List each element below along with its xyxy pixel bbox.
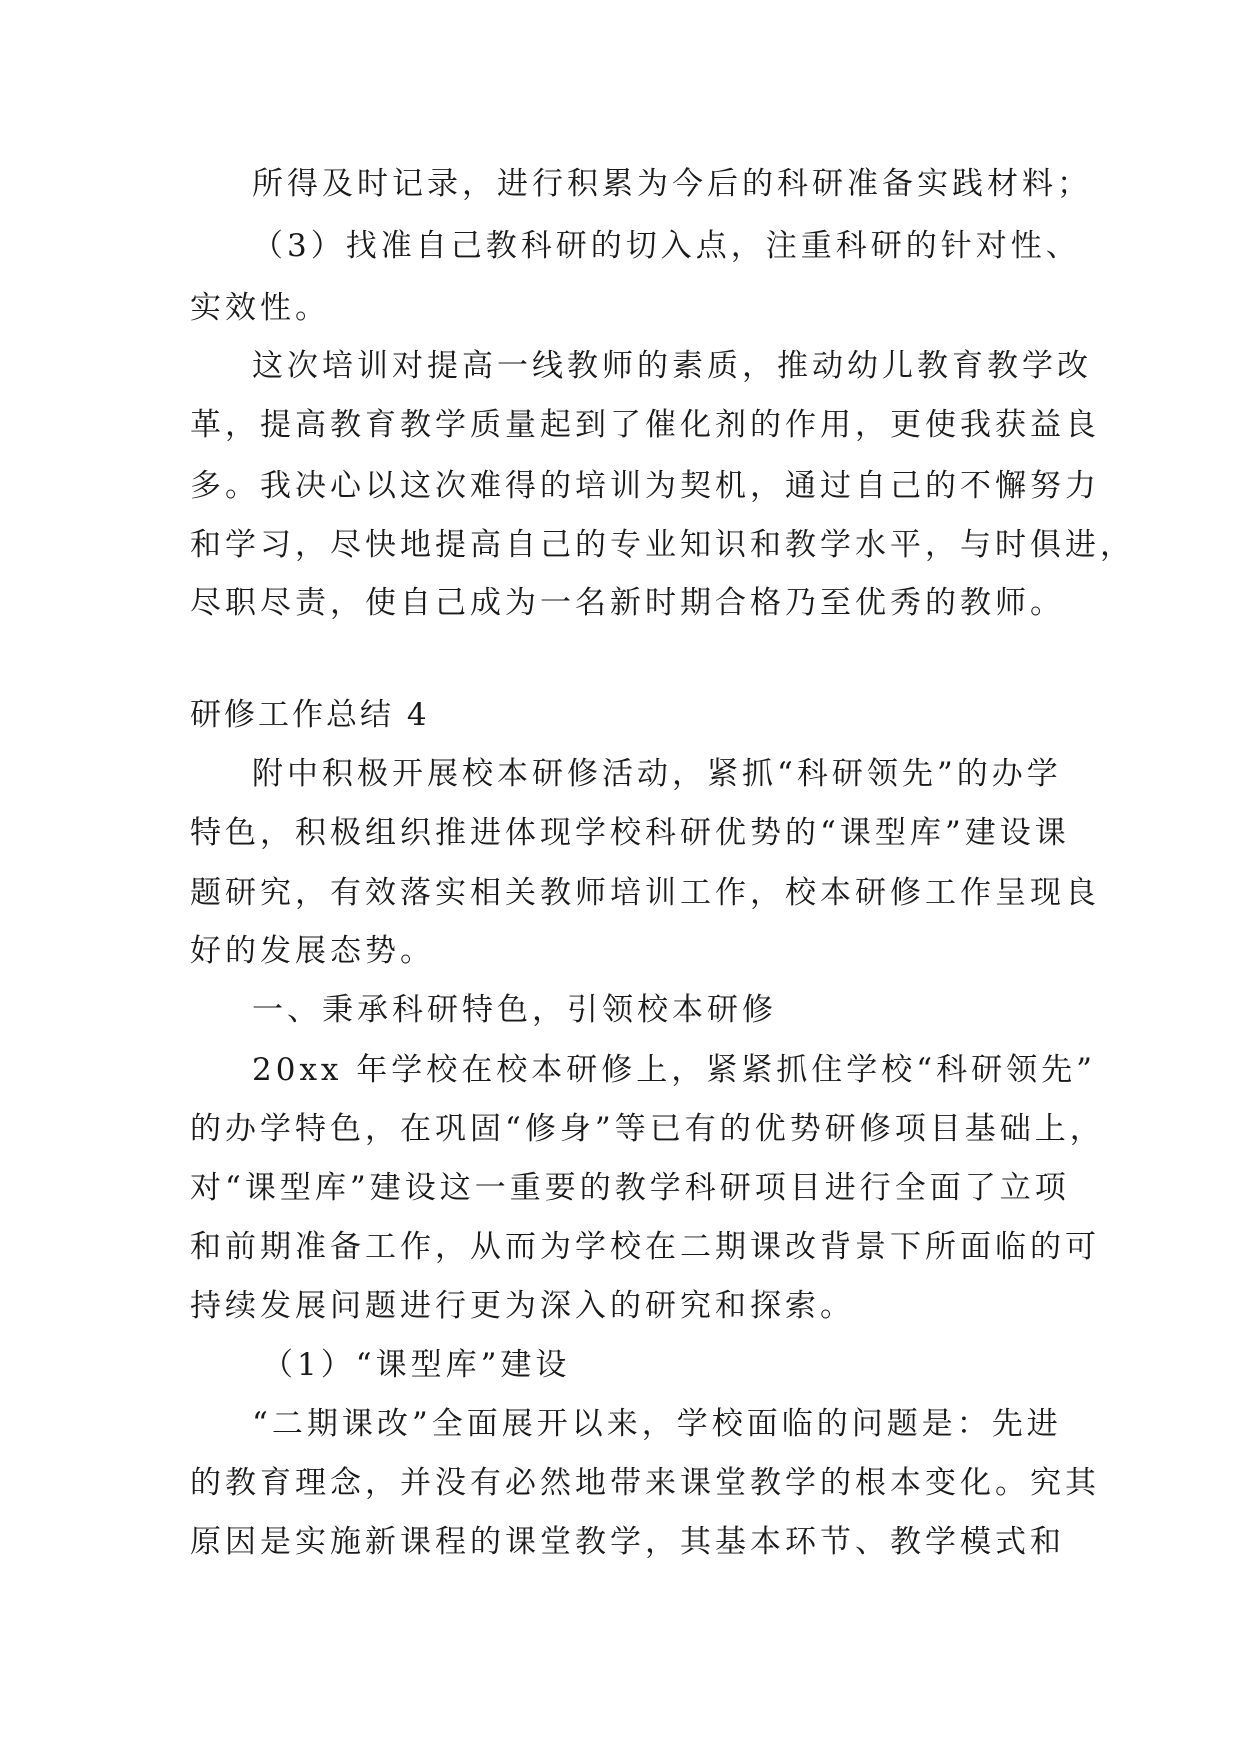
text-line: 这次培训对提高一线教师的素质，推动幼儿教育教学改 [252, 348, 1092, 384]
text-line: 多。我决心以这次难得的培训为契机，通过自己的不懈努力 [190, 468, 1100, 504]
text-line: 持续发展问题进行更为深入的研究和探索。 [190, 1288, 855, 1324]
text-line: 附中积极开展校本研修活动，紧抓“科研领先”的办学 [252, 756, 1062, 792]
text-line: 和前期准备工作，从而为学校在二期课改背景下所面临的可 [190, 1229, 1100, 1265]
text-line: 实效性。 [190, 290, 330, 326]
text-line: 的教育理念，并没有必然地带来课堂教学的根本变化。究其 [190, 1465, 1100, 1501]
text-line: 题研究，有效落实相关教师培训工作，校本研修工作呈现良 [190, 875, 1100, 911]
text-line: 原因是实施新课程的课堂教学，其基本环节、教学模式和 [190, 1524, 1065, 1560]
text-line: 的办学特色，在巩固“修身”等已有的优势研修项目基础上， [190, 1111, 1105, 1147]
text-line: 和学习，尽快地提高自己的专业知识和教学水平，与时俱进， [190, 527, 1135, 563]
text-line: 革，提高教育教学质量起到了催化剂的作用，更使我获益良 [190, 407, 1100, 443]
text-line: 对“课型库”建设这一重要的教学科研项目进行全面了立项 [190, 1170, 1070, 1206]
text-line: 好的发展态势。 [190, 933, 435, 969]
text-line: （3）找准自己教科研的切入点，注重科研的针对性、 [252, 228, 1081, 264]
subheading: 一、秉承科研特色，引领校本研修 [252, 992, 777, 1028]
text-line: “二期课改”全面展开以来，学校面临的问题是：先进 [252, 1406, 1062, 1442]
text-line: 特色，积极组织推进体现学校科研优势的“课型库”建设课 [190, 815, 1070, 851]
text-line: 尽职尽责，使自己成为一名新时期合格乃至优秀的教师。 [190, 585, 1065, 621]
text-line: 20xx 年学校在校本研修上，紧紧抓住学校“科研领先” [252, 1052, 1096, 1088]
subheading: （1）“课型库”建设 [262, 1347, 571, 1383]
section-heading: 研修工作总结 4 [190, 697, 430, 733]
text-line: 所得及时记录，进行积累为今后的科研准备实践材料； [252, 166, 1092, 202]
